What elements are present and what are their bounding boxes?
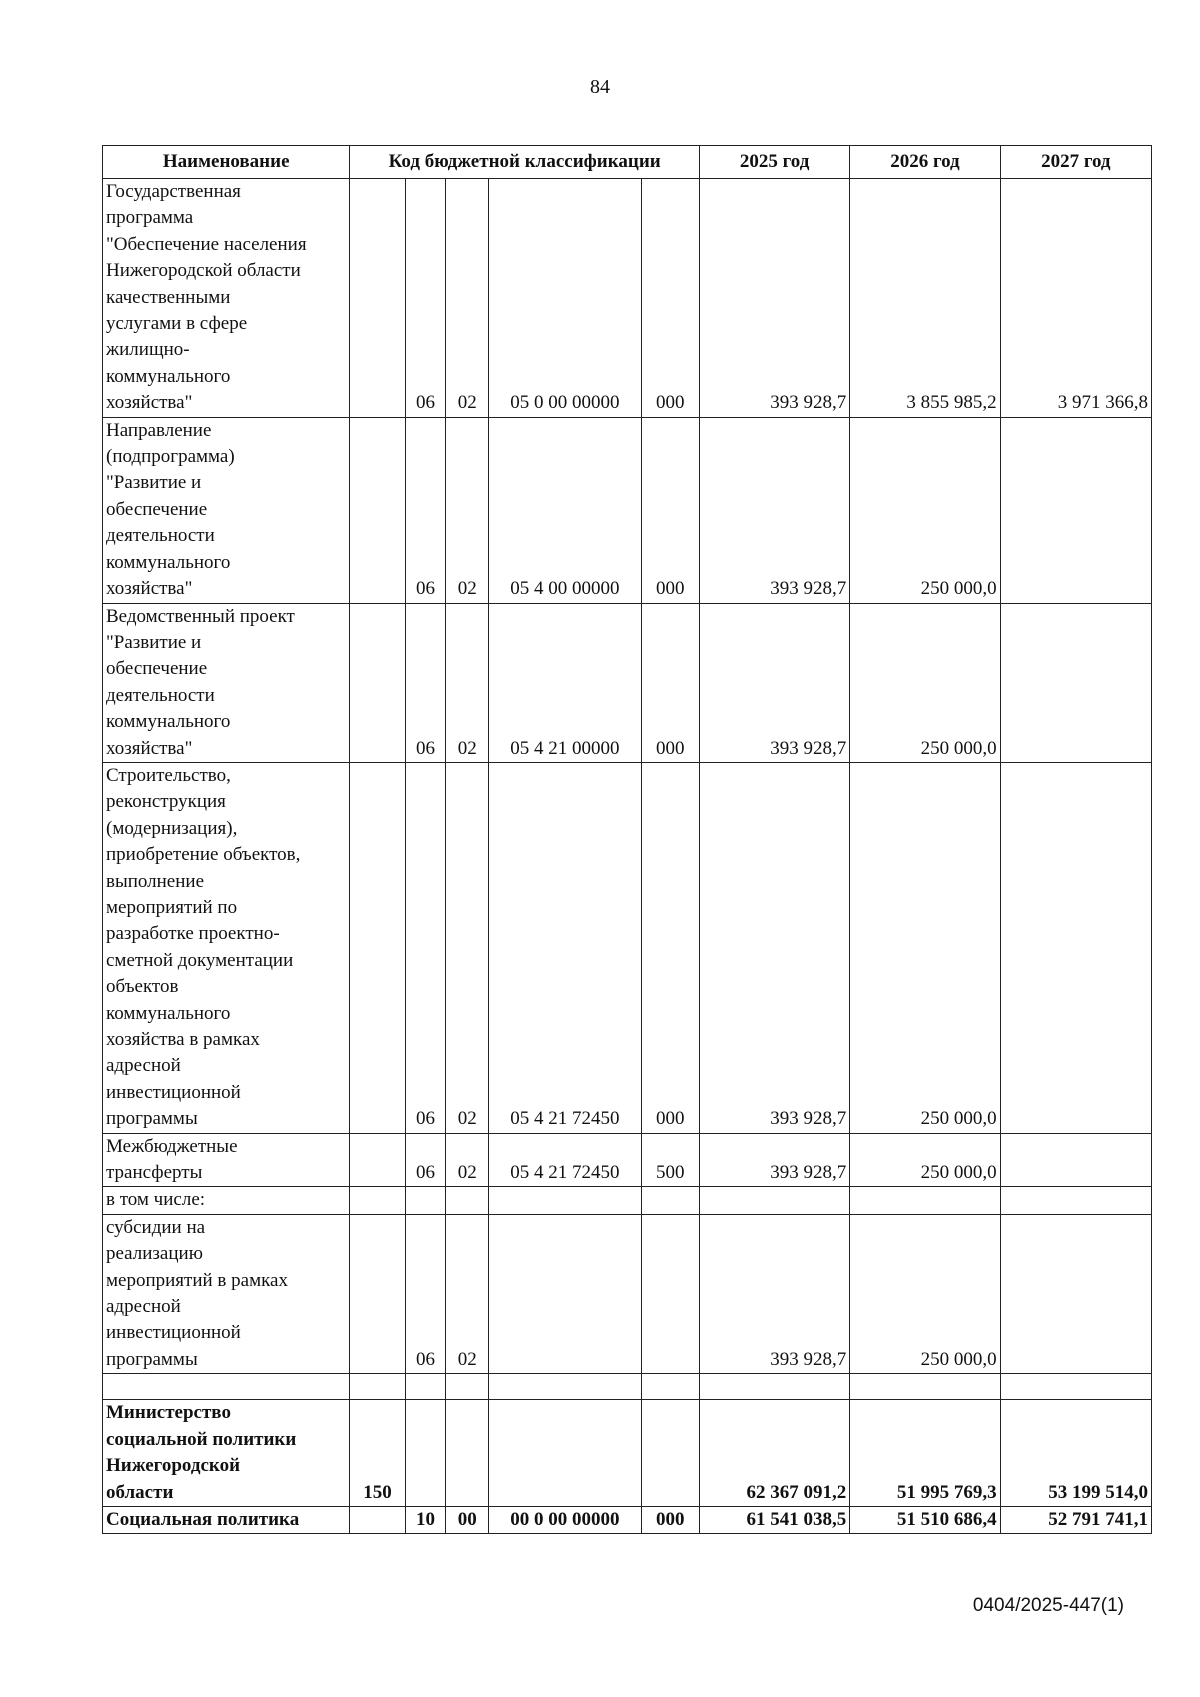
value-2025: 393 928,7	[700, 1214, 850, 1373]
value-2026: 3 855 985,2	[850, 179, 1000, 418]
code-ministry	[350, 1187, 405, 1214]
table-row	[103, 603, 1152, 762]
code-section	[405, 1400, 446, 1507]
value-2027	[1000, 417, 1151, 603]
code-expense-type: 000	[641, 417, 699, 603]
row-name: Межбюджетные трансферты	[103, 1133, 350, 1187]
table-row-section	[103, 1506, 1152, 1533]
code-subsection: 02	[446, 179, 489, 418]
code-expense-type	[641, 1187, 699, 1214]
value-2027	[1000, 603, 1151, 762]
table-row	[103, 1187, 1152, 1214]
row-name: Строительство, реконструкция (модернизация), приобретение объектов, выполнение мероприятий по разработке проектно- сметной документации объектов коммунального хозяйства в рамках адресной инвестиционной программы	[103, 762, 350, 1133]
code-target-article	[489, 1374, 641, 1400]
code-ministry	[350, 417, 405, 603]
table-row	[103, 1133, 1152, 1187]
code-target-article: 05 0 00 00000	[489, 179, 641, 418]
header-2026: 2026 год	[850, 146, 1000, 179]
code-target-article: 00 0 00 00000	[489, 1506, 641, 1533]
code-subsection	[446, 1374, 489, 1400]
code-ministry	[350, 1214, 405, 1373]
value-2025	[700, 1374, 850, 1400]
value-2027	[1000, 1133, 1151, 1187]
code-section: 06	[405, 179, 446, 418]
value-2026: 250 000,0	[850, 417, 1000, 603]
code-section: 06	[405, 762, 446, 1133]
code-ministry	[350, 1133, 405, 1187]
code-section: 06	[405, 1133, 446, 1187]
code-target-article: 05 4 00 00000	[489, 417, 641, 603]
code-ministry	[350, 1374, 405, 1400]
code-section: 06	[405, 603, 446, 762]
row-name: Направление (подпрограмма) "Развитие и обеспечение деятельности коммунального хозяйства"	[103, 417, 350, 603]
page-number: 84	[590, 76, 610, 98]
value-2025: 62 367 091,2	[700, 1400, 850, 1507]
table-row-spacer	[103, 1374, 1152, 1400]
budget-table	[102, 145, 1152, 1534]
header-name: Наименование	[103, 146, 350, 179]
table-row	[103, 179, 1152, 418]
value-2025: 393 928,7	[700, 762, 850, 1133]
value-2025: 393 928,7	[700, 179, 850, 418]
code-subsection	[446, 1400, 489, 1507]
row-name: Министерство социальной политики Нижегородской области	[103, 1400, 350, 1507]
code-subsection: 02	[446, 417, 489, 603]
code-subsection: 00	[446, 1506, 489, 1533]
code-subsection: 02	[446, 1133, 489, 1187]
table-row	[103, 417, 1152, 603]
code-expense-type: 000	[641, 762, 699, 1133]
header-2027: 2027 год	[1000, 146, 1151, 179]
code-target-article: 05 4 21 72450	[489, 1133, 641, 1187]
table-row	[103, 1214, 1152, 1373]
table-row	[103, 762, 1152, 1133]
value-2027	[1000, 762, 1151, 1133]
code-ministry	[350, 603, 405, 762]
code-expense-type	[641, 1214, 699, 1373]
code-subsection: 02	[446, 762, 489, 1133]
header-2025: 2025 год	[700, 146, 850, 179]
code-section	[405, 1187, 446, 1214]
value-2026: 250 000,0	[850, 1214, 1000, 1373]
code-expense-type: 500	[641, 1133, 699, 1187]
value-2026	[850, 1187, 1000, 1214]
code-section: 10	[405, 1506, 446, 1533]
code-expense-type	[641, 1374, 699, 1400]
code-target-article	[489, 1214, 641, 1373]
value-2027: 52 791 741,1	[1000, 1506, 1151, 1533]
value-2025: 393 928,7	[700, 1133, 850, 1187]
code-subsection	[446, 1187, 489, 1214]
code-section: 06	[405, 1214, 446, 1373]
code-target-article	[489, 1400, 641, 1507]
code-subsection: 02	[446, 1214, 489, 1373]
value-2026: 51 510 686,4	[850, 1506, 1000, 1533]
row-name: Ведомственный проект "Развитие и обеспечение деятельности коммунального хозяйства"	[103, 603, 350, 762]
row-name: Социальная политика	[103, 1506, 350, 1533]
value-2027: 53 199 514,0	[1000, 1400, 1151, 1507]
table-row-ministry	[103, 1400, 1152, 1507]
value-2026: 250 000,0	[850, 762, 1000, 1133]
value-2027	[1000, 1374, 1151, 1400]
value-2027	[1000, 1214, 1151, 1373]
code-expense-type: 000	[641, 179, 699, 418]
code-ministry	[350, 1506, 405, 1533]
value-2026	[850, 1374, 1000, 1400]
header-row	[103, 146, 1152, 179]
code-section	[405, 1374, 446, 1400]
code-section: 06	[405, 417, 446, 603]
code-expense-type	[641, 1400, 699, 1507]
row-name: Государственная программа "Обеспечение населения Нижегородской области качественными услугами в сфере жилищно- коммунального хозяйства"	[103, 179, 350, 418]
value-2026: 51 995 769,3	[850, 1400, 1000, 1507]
code-ministry: 150	[350, 1400, 405, 1507]
value-2025	[700, 1187, 850, 1214]
value-2025: 61 541 038,5	[700, 1506, 850, 1533]
row-name	[103, 1374, 350, 1400]
code-expense-type: 000	[641, 603, 699, 762]
code-target-article	[489, 1187, 641, 1214]
value-2025: 393 928,7	[700, 417, 850, 603]
code-target-article: 05 4 21 00000	[489, 603, 641, 762]
header-code: Код бюджетной классификации	[350, 146, 700, 179]
code-ministry	[350, 179, 405, 418]
value-2027: 3 971 366,8	[1000, 179, 1151, 418]
code-expense-type: 000	[641, 1506, 699, 1533]
code-subsection: 02	[446, 603, 489, 762]
code-ministry	[350, 762, 405, 1133]
row-name: в том числе:	[103, 1187, 350, 1214]
value-2026: 250 000,0	[850, 603, 1000, 762]
value-2025: 393 928,7	[700, 603, 850, 762]
value-2027	[1000, 1187, 1151, 1214]
code-target-article: 05 4 21 72450	[489, 762, 641, 1133]
value-2026: 250 000,0	[850, 1133, 1000, 1187]
row-name: субсидии на реализацию мероприятий в рамках адресной инвестиционной программы	[103, 1214, 350, 1373]
document-code: 0404/2025-447(1)	[972, 1595, 1124, 1616]
